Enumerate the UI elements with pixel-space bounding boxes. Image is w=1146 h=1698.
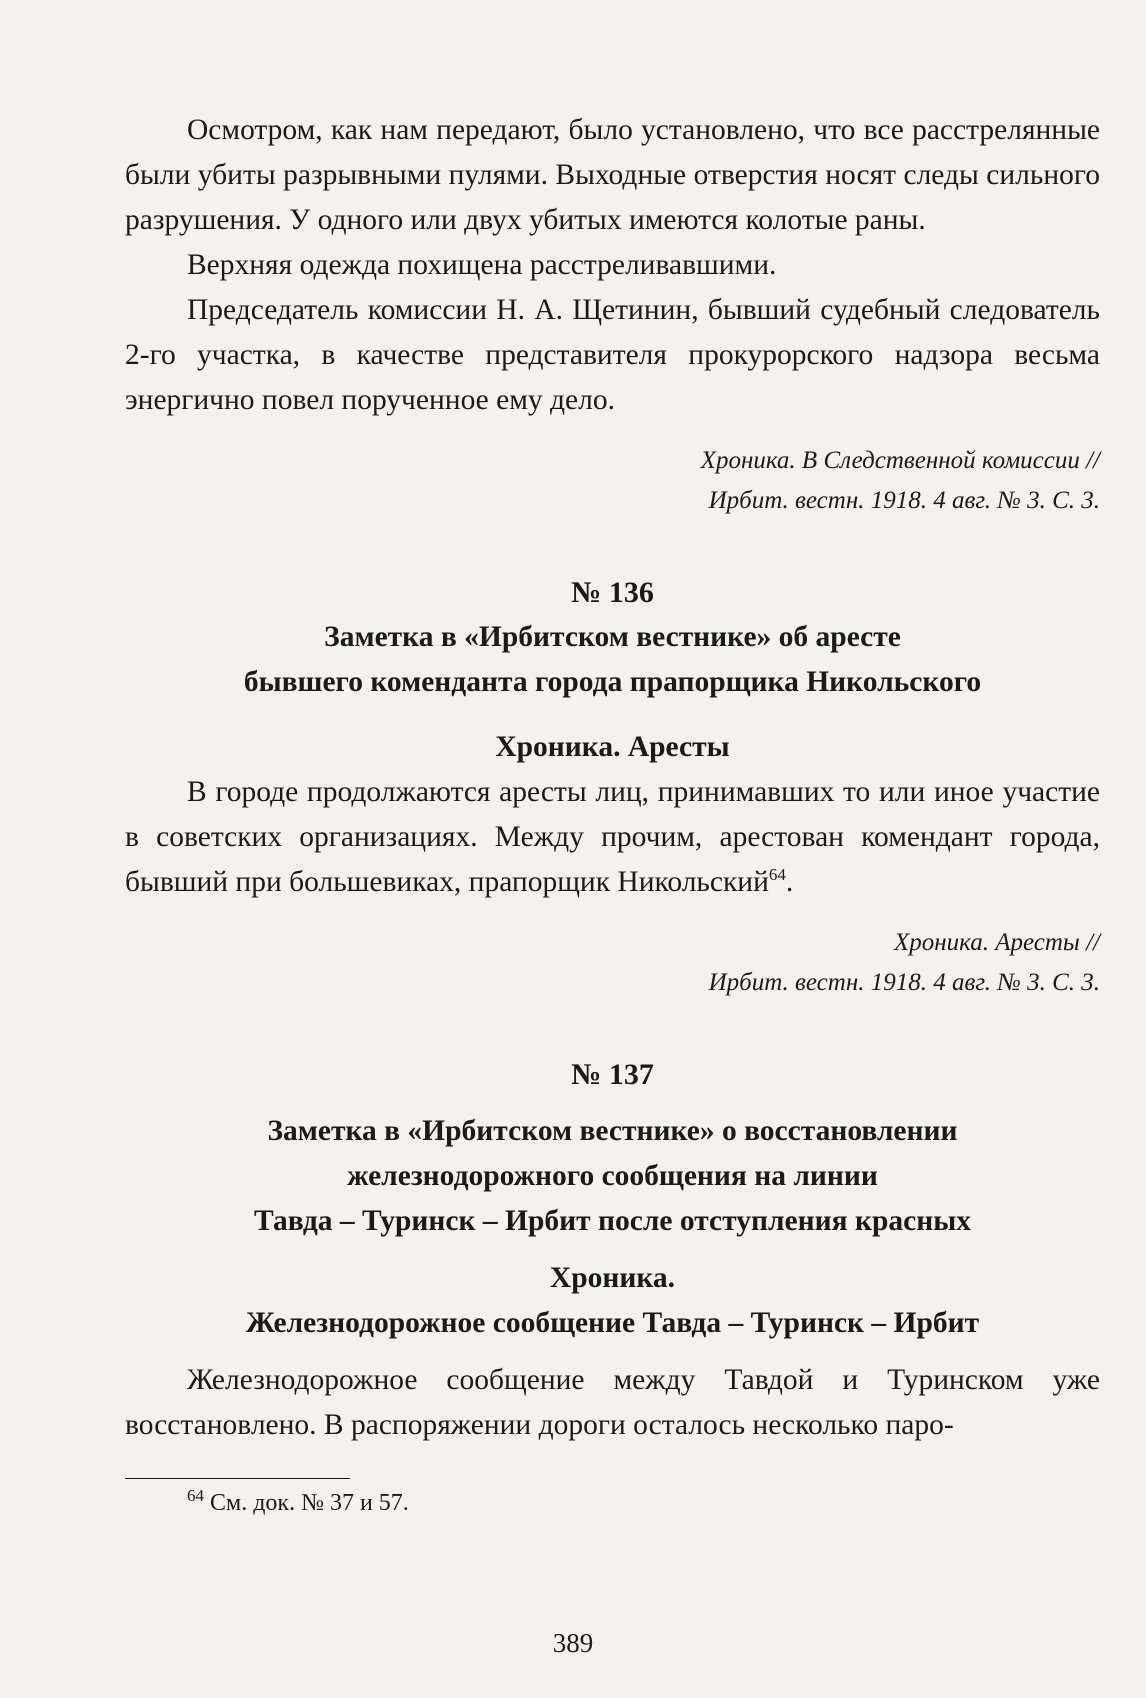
document-number-137: № 137 [571, 1058, 654, 1091]
section-line: Хроника. [549, 1262, 676, 1294]
section-title-railway [125, 1256, 1100, 1346]
footnote-marker: 64 [187, 1486, 204, 1505]
footnote-text: См. док. № 37 и 57. [204, 1490, 409, 1516]
title-line: железнодорожного сообщения на линии [347, 1160, 878, 1192]
footnote-reference: 64 [768, 865, 786, 885]
title-line: Тавда – Туринск – Ирбит после отступления красных [254, 1205, 971, 1237]
arrests-text: В городе продолжаются аресты лиц, принимавших то или иное участие в советских организациях. Между прочим, арестован комендант города, бывший при большевиках, прапорщик Никольский [125, 776, 1100, 898]
paragraph-arrests [125, 770, 1100, 905]
citation-line: Хроника. Аресты // [893, 929, 1100, 956]
title-line: бывшего коменданта города прапорщика Никольского [243, 666, 982, 698]
citation-line: Ирбит. вестн. 1918. 4 авг. № 3. С. 3. [708, 487, 1100, 514]
title-line: Заметка в «Ирбитском вестнике» об аресте [324, 621, 901, 653]
arrests-text-end: . [785, 866, 794, 898]
paragraph-commission: Председатель комиссии Н. А. Щетинин, бывший судебный следователь 2-го участка, в качестве представителя прокурорского надзора весьма энергично повел порученное ему дело. [125, 294, 1100, 416]
footnote-divider [125, 1478, 350, 1479]
paragraph-clothing: Верхняя одежда похищена расстреливавшими. [187, 249, 777, 281]
document-title-136 [125, 615, 1100, 705]
citation-source-2 [125, 923, 1100, 1003]
paragraph-autopsy: Осмотром, как нам передают, было установлено, что все расстрелянные были убиты разрывными пулями. Выходные отверстия носят следы сильного разрушения. У одного или двух убитых имеются колотые раны. [125, 114, 1100, 236]
citation-source-1 [125, 441, 1100, 521]
section-title-arrests: Хроника. Аресты [495, 731, 730, 763]
footnote-64 [125, 1485, 1100, 1521]
citation-line: Хроника. В Следственной комиссии // [700, 447, 1100, 474]
title-line: Заметка в «Ирбитском вестнике» о восстановлении [267, 1115, 958, 1147]
citation-line: Ирбит. вестн. 1918. 4 авг. № 3. С. 3. [708, 969, 1100, 996]
paragraph-railway: Железнодорожное сообщение между Тавдой и Туринском уже восстановлено. В распоряжении дороги осталось несколько паро- [125, 1364, 1100, 1441]
page-number: 389 [552, 1628, 594, 1658]
document-number-136: № 136 [571, 576, 654, 609]
document-title-137 [125, 1109, 1100, 1244]
document-page [125, 108, 1100, 1521]
section-line: Железнодорожное сообщение Тавда – Туринск – Ирбит [245, 1307, 980, 1339]
